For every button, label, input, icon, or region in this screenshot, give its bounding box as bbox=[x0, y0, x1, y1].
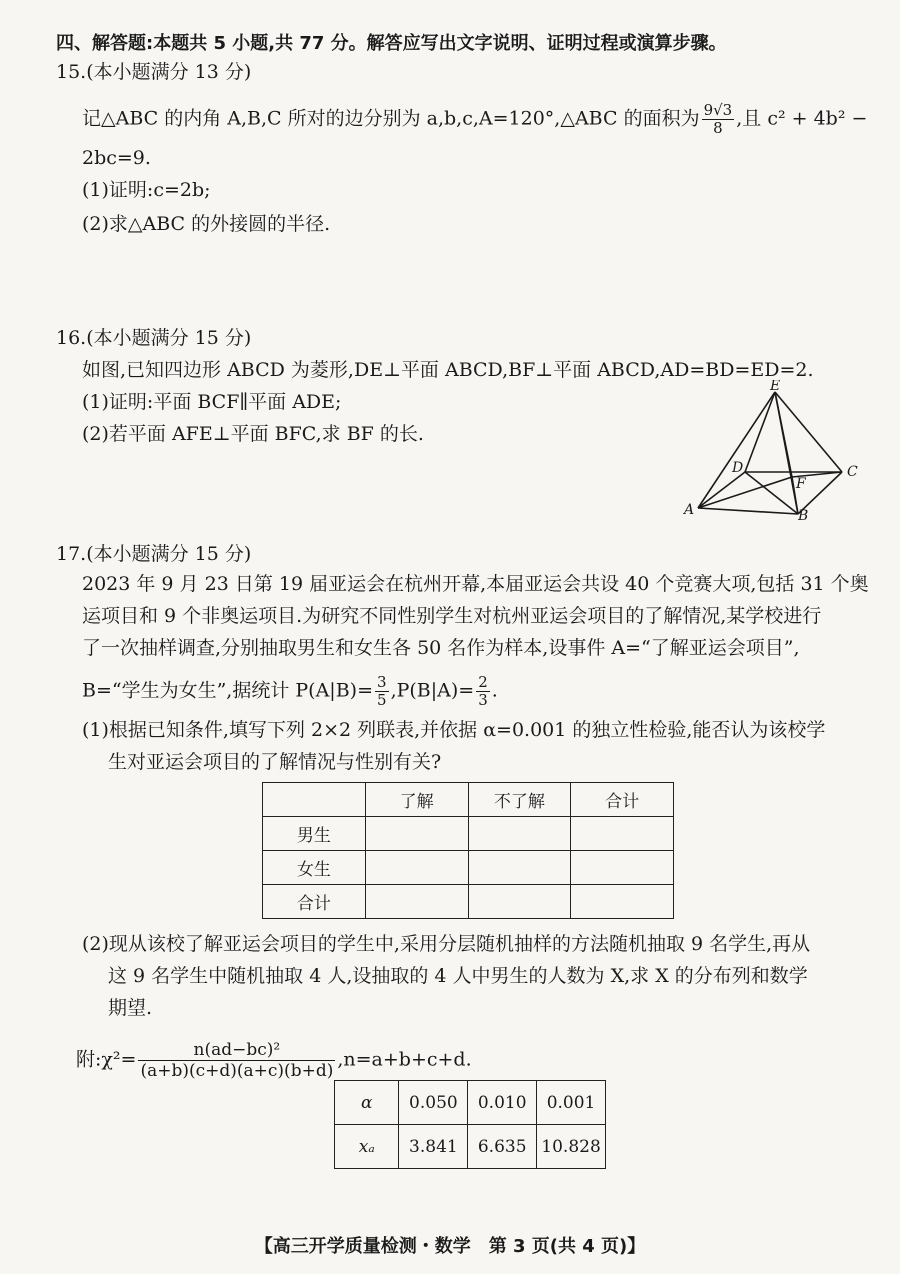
q17-part1-line2: 生对亚运会项目的了解情况与性别有关? bbox=[108, 751, 442, 773]
q17-part2-line1: (2)现从该校了解亚运会项目的学生中,采用分层随机抽样的方法随机抽取 9 名学生,再从 bbox=[82, 933, 811, 955]
q17-part1-line1: (1)根据已知条件,填写下列 2×2 列联表,并依据 α=0.001 的独立性检验,能否认为该校学 bbox=[82, 719, 826, 741]
alpha-value: 0.010 bbox=[468, 1081, 537, 1125]
q15-part2: (2)求△ABC 的外接圆的半径. bbox=[82, 213, 331, 235]
q16-line1: 如图,已知四边形 ABCD 为菱形,DE⊥平面 ABCD,BF⊥平面 ABCD,AD=BD=ED=2. bbox=[82, 359, 814, 381]
table-row bbox=[335, 1081, 606, 1125]
q16-part1: (1)证明:平面 BCF∥平面 ADE; bbox=[82, 391, 342, 413]
q16-geometry-figure bbox=[680, 380, 870, 525]
blank-cell bbox=[365, 851, 468, 885]
blank-cell bbox=[365, 817, 468, 851]
contingency-table bbox=[262, 782, 674, 919]
q17-p2-fraction bbox=[476, 674, 490, 709]
contingency-header-cell: 合计 bbox=[571, 783, 674, 817]
formula-fraction bbox=[138, 1040, 335, 1081]
q17-p1-fraction bbox=[375, 674, 389, 709]
critical-value: 10.828 bbox=[537, 1125, 606, 1169]
q15-part1: (1)证明:c=2b; bbox=[82, 179, 211, 201]
row-label: 男生 bbox=[263, 817, 366, 851]
row-label: 合计 bbox=[263, 885, 366, 919]
q17-part2-line2: 这 9 名学生中随机抽取 4 人,设抽取的 4 人中男生的人数为 X,求 X 的分布列和数学 bbox=[108, 965, 808, 987]
critical-value-table bbox=[334, 1080, 606, 1169]
formula-den: (a+b)(c+d)(a+c)(b+d) bbox=[140, 1061, 334, 1081]
page-footer: 【高三开学质量检测・数学 第 3 页(共 4 页)】 bbox=[254, 1236, 646, 1257]
q17-part2-line3: 期望. bbox=[108, 997, 153, 1019]
alpha-value: 0.001 bbox=[537, 1081, 606, 1125]
q15-header: 15.(本小题满分 13 分) bbox=[56, 61, 252, 83]
q16-part2: (2)若平面 AFE⊥平面 BFC,求 BF 的长. bbox=[82, 423, 424, 445]
q15-area-num: 9√3 bbox=[703, 101, 733, 119]
edge-AE bbox=[698, 392, 775, 508]
q17-line4 bbox=[82, 674, 498, 709]
critical-value: 3.841 bbox=[399, 1125, 468, 1169]
label-B: B bbox=[798, 508, 809, 524]
q15-line1-suffix: ,且 c² + 4b² − bbox=[736, 107, 868, 130]
edge-AB bbox=[698, 508, 798, 514]
q17-p1-den: 5 bbox=[377, 691, 387, 709]
table-row bbox=[335, 1125, 606, 1169]
q17-line4-c: . bbox=[491, 679, 498, 702]
q15-area-fraction bbox=[702, 102, 735, 137]
contingency-header-row bbox=[263, 783, 674, 817]
blank-cell bbox=[468, 817, 571, 851]
table-row bbox=[263, 851, 674, 885]
edge-DE bbox=[745, 392, 775, 472]
q17-line1: 2023 年 9 月 23 日第 19 届亚运会在杭州开幕,本届亚运会共设 40 个竞赛大项,包括 31 个奥 bbox=[82, 573, 869, 595]
contingency-header-cell: 不了解 bbox=[468, 783, 571, 817]
q15-line1-prefix: 记△ABC 的内角 A,B,C 所对的边分别为 a,b,c,A=120°,△ABC 的面积为 bbox=[82, 107, 700, 130]
q17-p2-den: 3 bbox=[478, 691, 488, 709]
contingency-header-cell bbox=[263, 783, 366, 817]
q17-line2: 运项目和 9 个非奥运项目.为研究不同性别学生对杭州亚运会项目的了解情况,某学校进行 bbox=[82, 605, 822, 627]
label-F: F bbox=[796, 476, 806, 492]
table-row bbox=[263, 817, 674, 851]
formula-num: n(ad−bc)² bbox=[138, 1040, 335, 1061]
section-heading: 四、解答题:本题共 5 小题,共 77 分。解答应写出文字说明、证明过程或演算步骤。 bbox=[56, 33, 727, 54]
table-row bbox=[263, 885, 674, 919]
label-A: A bbox=[684, 502, 695, 518]
q17-p2-num: 2 bbox=[478, 673, 488, 691]
q15-area-den: 8 bbox=[713, 119, 723, 137]
q17-p1-num: 3 bbox=[377, 673, 387, 691]
label-D: D bbox=[732, 460, 744, 476]
blank-cell bbox=[468, 885, 571, 919]
formula-prefix: 附:χ²= bbox=[76, 1048, 137, 1071]
blank-cell bbox=[365, 885, 468, 919]
critical-value: 6.635 bbox=[468, 1125, 537, 1169]
q15-line1 bbox=[82, 102, 867, 137]
blank-cell bbox=[571, 885, 674, 919]
row-label: 女生 bbox=[263, 851, 366, 885]
edge-EF bbox=[775, 392, 792, 477]
q16-header: 16.(本小题满分 15 分) bbox=[56, 327, 252, 349]
alpha-value: 0.050 bbox=[399, 1081, 468, 1125]
blank-cell bbox=[571, 851, 674, 885]
blank-cell bbox=[571, 817, 674, 851]
q17-header: 17.(本小题满分 15 分) bbox=[56, 543, 252, 565]
label-C: C bbox=[847, 464, 858, 480]
alpha-label: α bbox=[335, 1081, 399, 1125]
q17-line4-b: ,P(B|A)= bbox=[390, 679, 475, 702]
chi-square-formula bbox=[76, 1040, 472, 1081]
q17-line3: 了一次抽样调查,分别抽取男生和女生各 50 名作为样本,设事件 A=“了解亚运会项目”, bbox=[82, 637, 800, 659]
edge-AF bbox=[698, 477, 792, 508]
formula-suffix: ,n=a+b+c+d. bbox=[337, 1048, 472, 1071]
blank-cell bbox=[468, 851, 571, 885]
contingency-header-cell: 了解 bbox=[365, 783, 468, 817]
edge-AD bbox=[698, 472, 745, 508]
q15-line2: 2bc=9. bbox=[82, 147, 151, 169]
edge-EC bbox=[775, 392, 842, 472]
x-alpha-label: xₐ bbox=[335, 1125, 399, 1169]
label-E: E bbox=[770, 380, 781, 394]
q17-line4-a: B=“学生为女生”,据统计 P(A|B)= bbox=[82, 679, 374, 702]
